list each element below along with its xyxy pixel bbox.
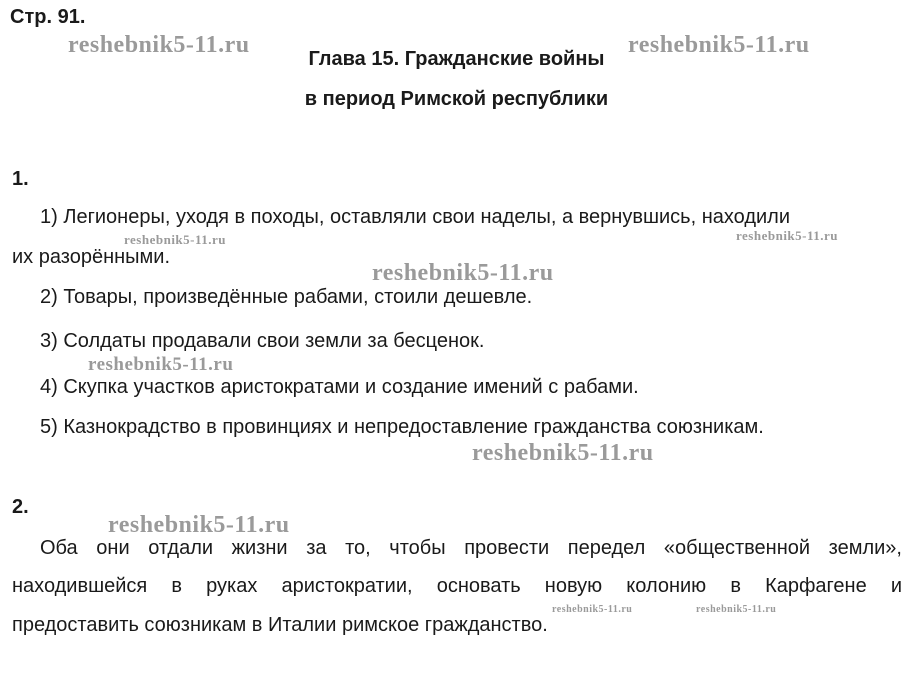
answer-2-line-1: Оба они отдали жизни за то, чтобы провести передел «общественной земли», — [40, 537, 902, 559]
watermark: reshebnik5-11.ru — [372, 260, 554, 286]
watermark: reshebnik5-11.ru — [628, 32, 810, 58]
answer-2-line-2: находившейся в руках аристократии, основать новую колонию в Карфагене и — [12, 575, 902, 597]
watermark: reshebnik5-11.ru — [88, 354, 234, 375]
page-number: Стр. 91. — [10, 6, 86, 28]
watermark: reshebnik5-11.ru — [124, 232, 227, 247]
answer-1-item-3: 3) Солдаты продавали свои земли за бесценок. — [40, 330, 485, 352]
watermark: reshebnik5-11.ru — [68, 32, 250, 58]
answer-1-item-4: 4) Скупка участков аристократами и создание имений с рабами. — [40, 376, 639, 398]
watermark: reshebnik5-11.ru — [552, 604, 633, 615]
watermark: reshebnik5-11.ru — [736, 228, 839, 243]
answer-1-item-1-line-2: их разорёнными. — [12, 246, 171, 268]
answer-1-item-1-line-1: 1) Легионеры, уходя в походы, оставляли свои наделы, а вернувшись, находили — [40, 206, 791, 228]
answer-2-line-3: предоставить союзникам в Италии римское гражданство. — [12, 614, 548, 636]
watermark: reshebnik5-11.ru — [108, 512, 290, 538]
question-2-number: 2. — [12, 496, 29, 518]
answer-1-item-5: 5) Казнокрадство в провинциях и непредоставление гражданства союзникам. — [40, 416, 764, 438]
question-1-number: 1. — [12, 168, 29, 190]
chapter-title-line-2: в период Римской республики — [304, 88, 609, 110]
watermark: reshebnik5-11.ru — [472, 440, 654, 466]
answer-1-item-2: 2) Товары, произведённые рабами, стоили дешевле. — [40, 286, 533, 308]
chapter-title-line-1: Глава 15. Гражданские войны — [308, 48, 605, 70]
watermark: reshebnik5-11.ru — [696, 604, 777, 615]
